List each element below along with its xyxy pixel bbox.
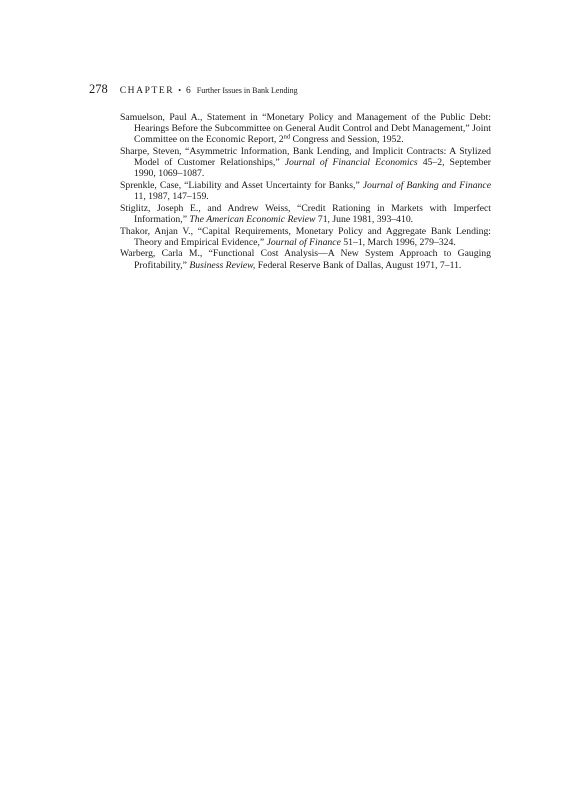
journal-title: Journal of Banking and Finance bbox=[362, 180, 491, 191]
reference-text: Sprenkle, Case, “Liability and Asset Uncertainty for Banks,” bbox=[120, 180, 363, 191]
journal-title: The American Economic Review bbox=[189, 214, 316, 225]
reference-text: 45–2, September 1990, 1069–1087. bbox=[134, 157, 491, 180]
reference-text: Samuelson, Paul A., Statement in “Monetary Policy and Management of the Public Debt: Hearings Before the Subcommittee on General Audit Control and Debt Management,” Joint Committee on the Economic Report, 2 bbox=[120, 112, 491, 146]
reference-text: 51–1, March 1996, 279–324. bbox=[340, 236, 456, 248]
header-bullet: • bbox=[178, 86, 182, 95]
reference-entry bbox=[120, 146, 491, 180]
reference-entry bbox=[120, 248, 491, 270]
reference-entry bbox=[120, 180, 491, 202]
reference-text: Sharpe, Steven, “Asymmetric Information, Bank Lending, and Implicit Contracts: A Stylized Model of Customer Relationships,” bbox=[120, 146, 491, 169]
reference-entry bbox=[120, 226, 491, 248]
journal-title: Business Review, bbox=[189, 259, 256, 271]
ordinal-superscript: nd bbox=[283, 133, 291, 141]
running-title: Further Issues in Bank Lending bbox=[196, 86, 298, 95]
chapter-label: CHAPTER bbox=[119, 86, 175, 96]
reference-list bbox=[120, 112, 491, 271]
reference-text: Federal Reserve Bank of Dallas, August 1971, 7–11. bbox=[255, 259, 462, 271]
reference-text: Stiglitz, Joseph E., and Andrew Weiss, “Credit Rationing in Markets with Imperfect Information,” bbox=[120, 202, 491, 225]
journal-title: Journal of Financial Economics bbox=[284, 157, 418, 169]
reference-entry bbox=[120, 112, 491, 146]
reference-text: Thakor, Anjan V., “Capital Requirements, Monetary Policy and Aggregate Bank Lending: Theory and Empirical Evidence,” bbox=[120, 225, 491, 248]
journal-title: Journal of Finance bbox=[266, 236, 341, 248]
page-number: 278 bbox=[89, 82, 108, 96]
reference-text: Congress and Session, 1952. bbox=[290, 134, 404, 146]
reference-text: Warberg, Carla M., “Functional Cost Analysis—A New System Approach to Gauging Profitability,” bbox=[120, 248, 491, 271]
reference-text: 71, June 1981, 393–410. bbox=[315, 214, 414, 225]
reference-entry bbox=[120, 203, 491, 225]
chapter-number: 6 bbox=[186, 86, 191, 96]
reference-text: 11, 1987, 147–159. bbox=[134, 191, 209, 203]
running-header bbox=[89, 82, 509, 98]
